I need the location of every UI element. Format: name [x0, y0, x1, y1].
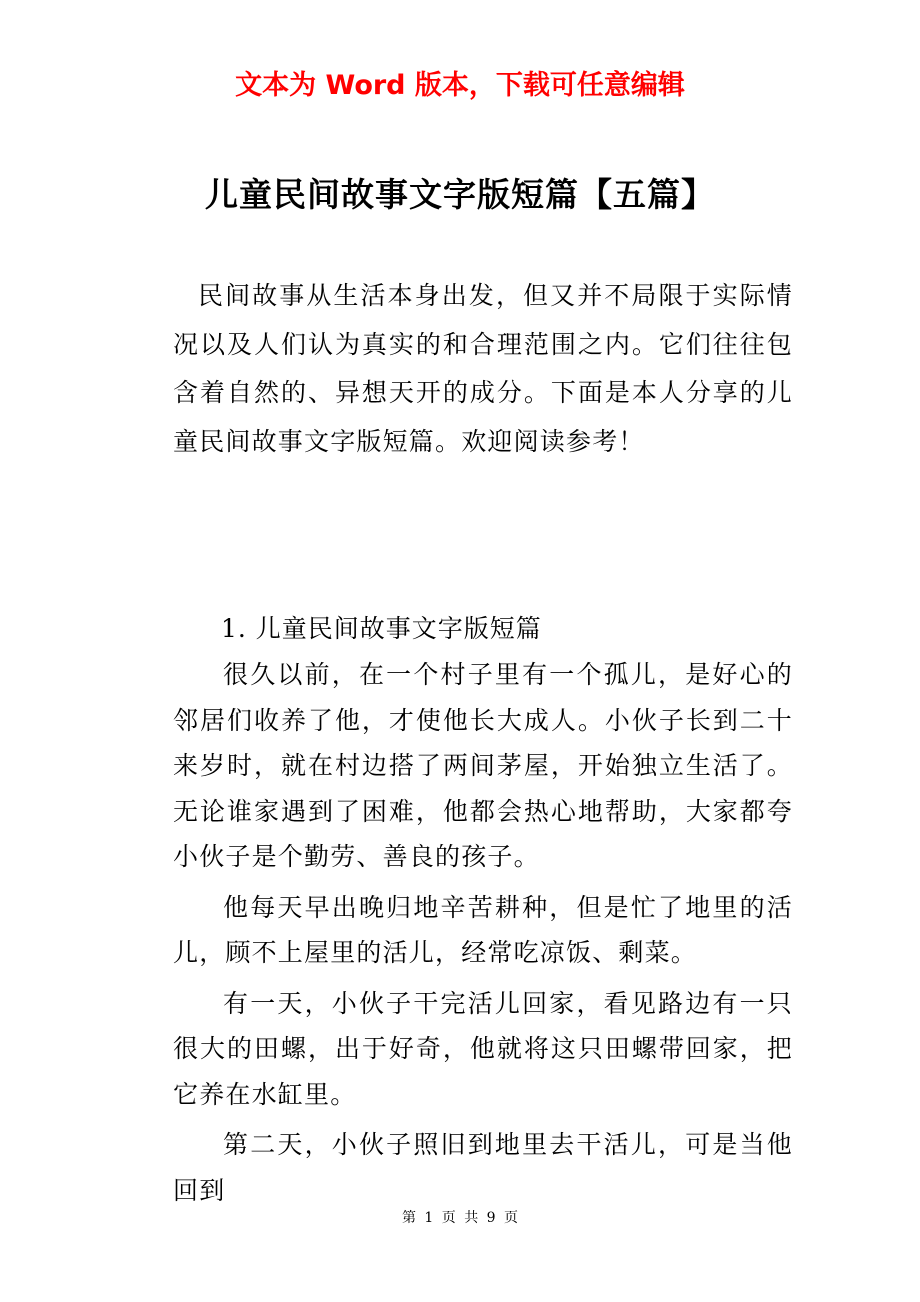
word-version-banner: 文本为 Word 版本，下载可任意编辑 [235, 70, 685, 101]
story-paragraph: 第二天，小伙子照旧到地里去干活儿，可是当他回到 [173, 1130, 793, 1205]
story-paragraph: 他每天早出晚归地辛苦耕种，但是忙了地里的活儿，顾不上屋里的活儿，经常吃凉饭、剩菜。 [173, 892, 793, 967]
story-paragraph: 很久以前，在一个村子里有一个孤儿，是好心的邻居们收养了他，才使他长大成人。小伙子长到二十来岁时，就在村边搭了两间茅屋，开始独立生活了。无论谁家遇到了困难，他都会热心地帮助，大家都夸小伙子是个勤劳、善良的孩子。 [173, 660, 793, 871]
intro-paragraph: 民间故事从生活本身出发，但又并不局限于实际情况以及人们认为真实的和合理范围之内。它们往往包含着自然的、异想天开的成分。下面是本人分享的儿童民间故事文字版短篇。欢迎阅读参考！ [173, 281, 793, 456]
story-paragraph: 有一天，小伙子干完活儿回家，看见路边有一只很大的田螺，出于好奇，他就将这只田螺带回家，把它养在水缸里。 [173, 988, 793, 1109]
page-number-footer: 第 1 页 共 9 页 [401, 1210, 519, 1226]
section-heading: 1. 儿童民间故事文字版短篇 [221, 614, 542, 643]
story-body [173, 652, 793, 1218]
document-title: 儿童民间故事文字版短篇【五篇】 [205, 175, 715, 214]
